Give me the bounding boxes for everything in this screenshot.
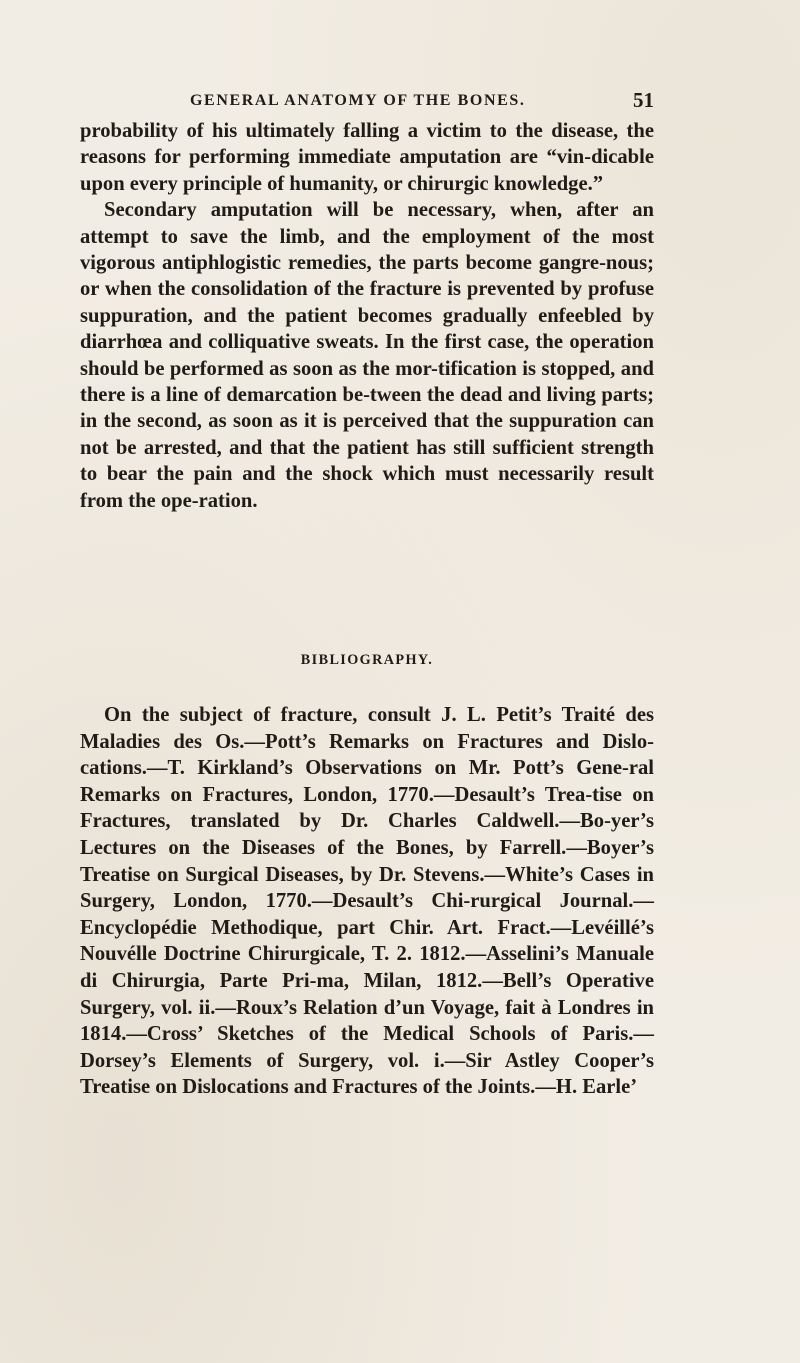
bibliography-heading: BIBLIOGRAPHY. <box>300 652 434 668</box>
paragraph-continued: probability of his ultimately falling a victim to the disease, the reasons for performing immediate amputation are “vin-dicable upon every principle of humanity, or chirurgic knowledge.” <box>80 120 654 195</box>
paragraph-secondary-amputation: Secondary amputation will be necessary, when, after an attempt to save the limb, and the employment of the most vigorous antiphlogistic remedies, the parts become gangre-nous; or when the consolidation of the fracture is prevented by profuse suppuration, and the patient becomes gradually enfeebled by diarrhœa and colliquative sweats. In the first case, the operation should be performed as soon as the mor-tification is stopped, and there is a line of demarcation be-tween the dead and living parts; in the second, as soon as it is perceived that the suppuration can not be arrested, and that the patient has still sufficient strength to bear the pain and the shock which must necessarily result from the ope-ration. <box>80 199 654 512</box>
page-number: 51 <box>633 88 654 112</box>
running-title: GENERAL ANATOMY OF THE BONES. <box>190 92 526 109</box>
bibliography-text: On the subject of fracture, consult J. L. Petit’s Traité des Maladies des Os.—Pott’s Remarks on Fractures and Dislo-cations.—T. Kirkland’s Observations on Mr. Pott’s Gene-ral Remarks on Fractures, London, 1770.—Desault’s Trea-tise on Fractures, translated by Dr. Charles Caldwell.—Bo-yer’s Lectures on the Diseases of the Bones, by Farrell.—Boyer’s Treatise on Surgical Diseases, by Dr. Stevens.—White’s Cases in Surgery, London, 1770.—Desault’s Chi-rurgical Journal.—Encyclopédie Methodique, part Chir. Art. Fract.—Levéillé’s Nouvélle Doctrine Chirurgicale, T. 2. 1812.—Asselini’s Manuale di Chirurgia, Parte Pri-ma, Milan, 1812.—Bell’s Operative Surgery, vol. ii.—Roux’s Relation d’un Voyage, fait à Londres in 1814.—Cross’ Sketches of the Medical Schools of Paris.—Dorsey’s Elements of Surgery, vol. i.—Sir Astley Cooper’s Treatise on Dislocations and Fractures of the Joints.—H. Earle’ <box>80 704 654 1099</box>
running-head <box>80 88 654 116</box>
body-text <box>80 118 654 514</box>
